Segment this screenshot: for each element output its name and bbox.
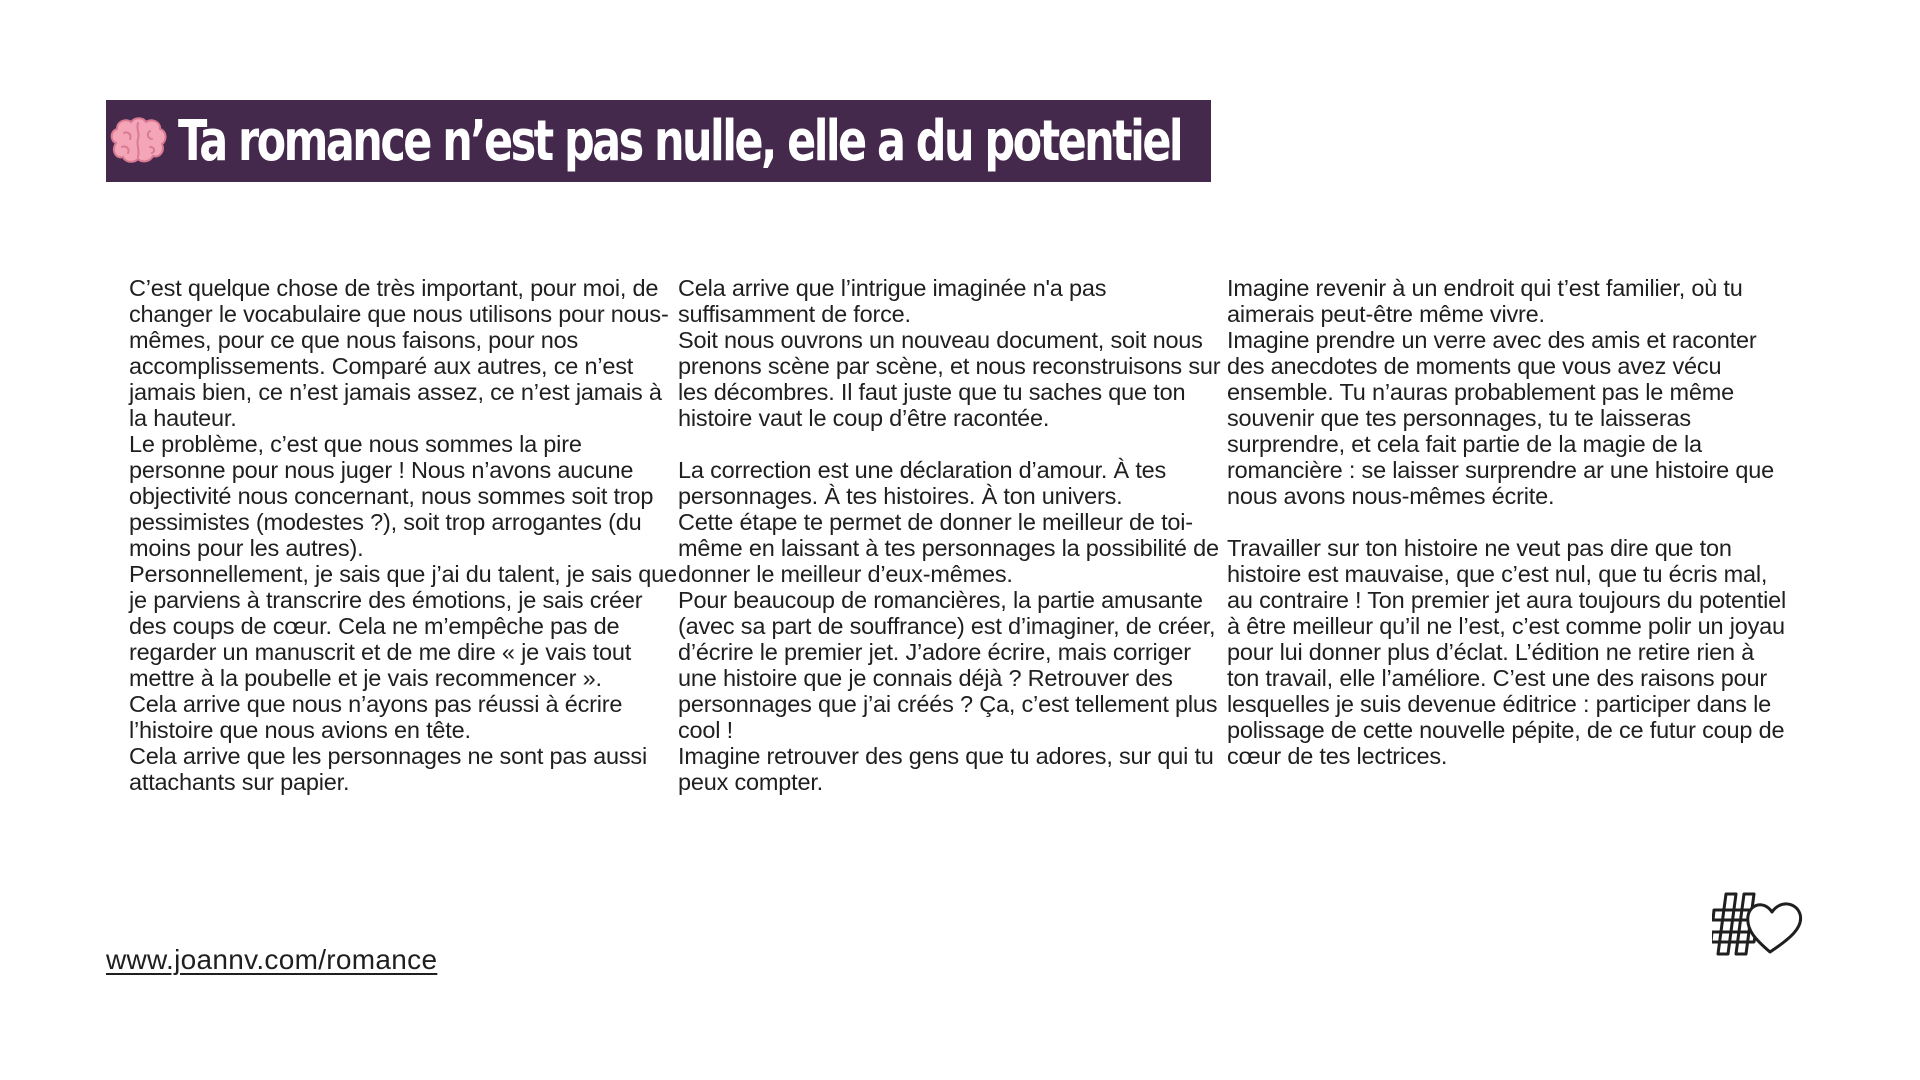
page-title: Ta romance n’est pas nulle, elle a du potentiel: [178, 108, 1182, 174]
paragraph: Imagine retrouver des gens que tu adores, sur qui tu peux compter.: [678, 743, 1214, 795]
paragraph: Cette étape te permet de donner le meilleur de toi-même en laissant à tes personnages la possibilité de donner le meilleur d’eux-mêmes.: [678, 509, 1219, 587]
paragraph: Pour beaucoup de romancières, la partie amusante (avec sa part de souffrance) est d’imaginer, de créer, d’écrire le premier jet. J’adore écrire, mais corriger une histoire que je connais déjà ? Retrouver des personnages que j’ai créés ? Ça, c’est tellement plus cool !: [678, 587, 1218, 743]
title-banner: [106, 100, 1211, 182]
paragraph: Cela arrive que l’intrigue imaginée n'a pas suffisamment de force.: [678, 275, 1107, 327]
brain-icon: [106, 113, 170, 169]
paragraph-gap: [1227, 509, 1787, 535]
paragraph: Cela arrive que les personnages ne sont pas aussi attachants sur papier.: [129, 743, 647, 795]
paragraph: Cela arrive que nous n’ayons pas réussi à écrire l’histoire que nous avions en tête.: [129, 691, 623, 743]
text-column-3: [1227, 275, 1787, 795]
paragraph: Imagine prendre un verre avec des amis et raconter des anecdotes de moments que vous avez vécu ensemble. Tu n’auras probablement pas le même souvenir que tes personnages, tu te laisseras surprendre, et cela fait partie de la magie de la romancière : se laisser surprendre ar une histoire que nous avons nous-mêmes écrite.: [1227, 327, 1774, 509]
text-column-2: [678, 275, 1227, 795]
paragraph: La correction est une déclaration d’amour. À tes personnages. À tes histoires. À ton univers.: [678, 457, 1167, 509]
paragraph: Le problème, c’est que nous sommes la pire personne pour nous juger ! Nous n’avons aucune objectivité nous concernant, nous sommes soit trop pessimistes (modestes ?), soit trop arrogantes (du moins pour les autres).: [129, 431, 654, 561]
hashtag-heart-icon: [1712, 888, 1808, 960]
text-column-1: [129, 275, 678, 795]
website-link[interactable]: www.joannv.com/romance: [106, 944, 438, 975]
text-columns: [129, 275, 1809, 795]
paragraph: Imagine revenir à un endroit qui t’est familier, où tu aimerais peut-être même vivre.: [1227, 275, 1743, 327]
paragraph: Soit nous ouvrons un nouveau document, soit nous prenons scène par scène, et nous reconstruisons sur les décombres. Il faut juste que tu saches que ton histoire vaut le coup d’être racontée.: [678, 327, 1221, 431]
paragraph: Personnellement, je sais que j’ai du talent, je sais que je parviens à transcrire des émotions, je sais créer des coups de cœur. Cela ne m’empêche pas de regarder un manuscrit et de me dire « je vais tout mettre à la poubelle et je vais recommencer ».: [129, 561, 677, 691]
paragraph: Travailler sur ton histoire ne veut pas dire que ton histoire est mauvaise, que c’est nul, que tu écris mal, au contraire ! Ton premier jet aura toujours du potentiel à être meilleur qu’il ne l’est, c’est comme polir un joyau pour lui donner plus d’éclat. L’édition ne retire rien à ton travail, elle l’améliore. C’est une des raisons pour lesquelles je suis devenue éditrice : participer dans le polissage de cette nouvelle pépite, de ce futur coup de cœur de tes lectrices.: [1227, 535, 1787, 769]
paragraph: C’est quelque chose de très important, pour moi, de changer le vocabulaire que nous utilisons pour nous-mêmes, pour ce que nous faisons, pour nos accomplissements. Comparé aux autres, ce n’est jamais bien, ce n’est jamais assez, ce n’est jamais à la hauteur.: [129, 275, 669, 431]
paragraph-gap: [678, 431, 1227, 457]
